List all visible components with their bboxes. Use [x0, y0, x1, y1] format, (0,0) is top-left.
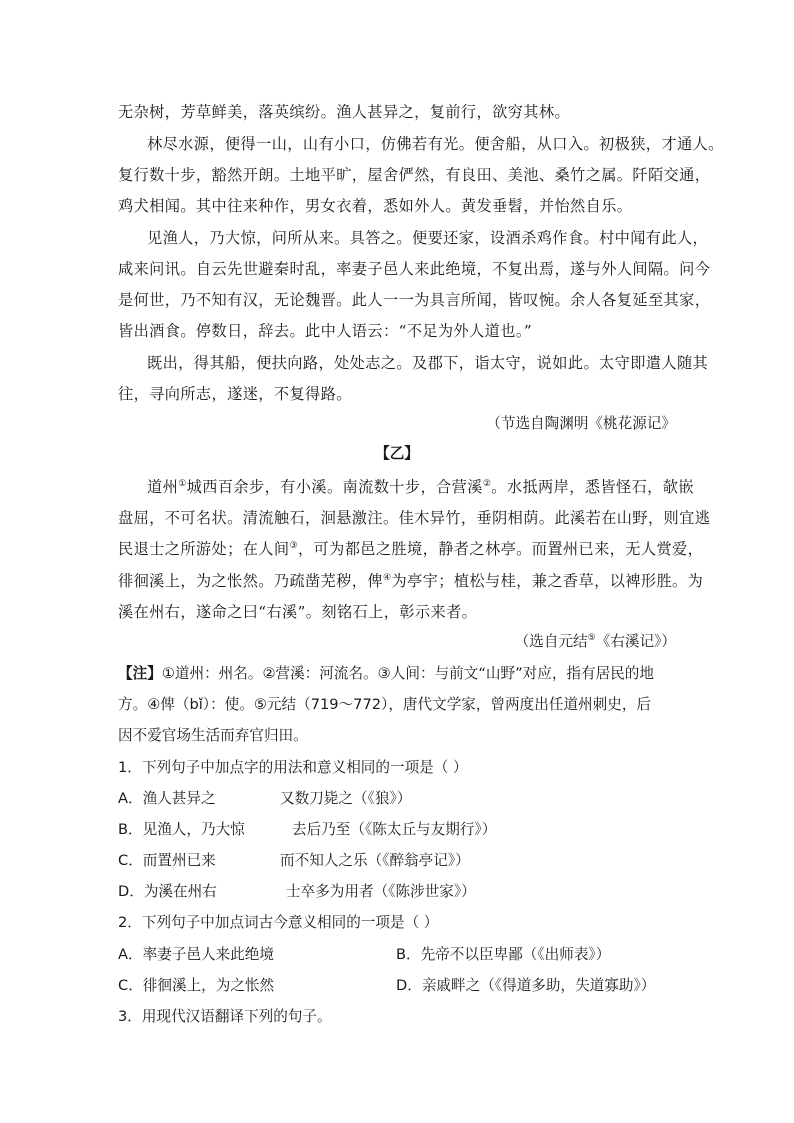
jia-line-5: 见渔人，乃大惊，问所从来。具答之。便要还家，设酒杀鸡作食。村中闻有此人，: [147, 229, 709, 247]
note-label: 【注】: [118, 665, 162, 682]
question-2-option-c: C．徘徊溪上，为之怅然: [118, 977, 275, 994]
jia-line-3: 复行数十步，豁然开朗。土地平旷，屋舍俨然，有良田、美池、桑竹之属。阡陌交通，: [118, 166, 711, 184]
yi-line-1: 道州①城西百余步，有小溪。南流数十步，合营溪②。水抵两岸，悉皆怪石，欹嵌: [147, 478, 694, 496]
question-2-stem: 2．下列句子中加点词古今意义相同的一项是（ ）: [118, 914, 439, 931]
jia-source: （节选自陶渊明《桃花源记》: [486, 415, 676, 432]
footnote-mark: ⑤: [587, 633, 596, 644]
note-line-1: 【注】①道州：州名。②营溪：河流名。③人间：与前文“山野”对应，指有居民的地: [118, 665, 654, 682]
question-1-stem: 1．下列句子中加点字的用法和意义相同的一项是（ ）: [118, 759, 468, 776]
jia-line-7: 是何世，乃不知有汉，无论魏晋。此人一一为具言所闻，皆叹惋。余人各复延至其家，: [118, 291, 711, 309]
note-line-2: 方。④俾（bǐ）：使。⑤元结（719～772），唐代文学家，曾两度出任道州刺史，后: [118, 696, 652, 713]
question-3-stem: 3．用现代汉语翻译下列的句子。: [118, 1008, 332, 1025]
note-line-3: 因不爱官场生活而弃官归田。: [118, 727, 308, 744]
question-1-option-a: A．渔人甚异之 又数刀毙之（《狼》）: [118, 790, 412, 807]
footnote-mark: ②: [482, 478, 492, 489]
question-2-option-a: A．率妻子邑人来此绝境: [118, 946, 274, 963]
jia-line-8: 皆出酒食。停数日，辞去。此中人语云：“不足为外人道也。”: [118, 322, 533, 340]
jia-line-9: 既出，得其船，便扶向路，处处志之。及郡下，诣太守，说如此。太守即遣人随其: [147, 354, 709, 372]
yi-heading: 【乙】: [375, 445, 419, 462]
footnote-mark: ④: [383, 572, 392, 583]
jia-line-4: 鸡犬相闻。其中往来种作，男女衣着，悉如外人。黄发垂髫，并怡然自乐。: [118, 197, 633, 215]
yi-line-2: 盘屈，不可名状。清流触石，洄悬激注。佳木异竹，垂阴相荫。此溪若在山野，则宜逃: [118, 509, 711, 527]
question-2-option-b: B．先帝不以臣卑鄙（《出师表》）: [396, 946, 611, 963]
question-1-option-d: D．为溪在州右 士卒多为用者（《陈涉世家》）: [118, 883, 476, 900]
yi-source: （选自元结⑤《右溪记》）: [514, 633, 676, 650]
question-1-option-b: B．见渔人，乃大惊 去后乃至（《陈太丘与友期行》）: [118, 821, 497, 838]
question-1-option-c: C．而置州已来 而不知人之乐（《醉翁亭记》）: [118, 852, 470, 869]
jia-line-6: 咸来问讯。自云先世避秦时乱，率妻子邑人来此绝境，不复出焉，遂与外人间隔。问今: [118, 260, 711, 278]
jia-line-1: 无杂树，芳草鲜美，落英缤纷。渔人甚异之，复前行，欲穷其林。: [118, 103, 571, 121]
footnote-mark: ③: [289, 540, 298, 551]
jia-line-10: 往，寻向所志，遂迷，不复得路。: [118, 385, 352, 403]
yi-line-5: 溪在州右，遂命之曰“右溪”。刻铭石上，彰示来者。: [118, 603, 478, 621]
yi-line-4: 徘徊溪上，为之怅然。乃疏凿芜秽，俾④为亭宇；植松与桂，兼之香草，以裨形胜。为: [118, 572, 704, 590]
jia-line-2: 林尽水源，便得一山，山有小口，仿佛若有光。便舍船，从口入。初极狭，才通人。: [147, 135, 724, 153]
yi-line-3: 民退士之所游处；在人间③，可为都邑之胜境，静者之林亭。而置州已来，无人赏爱，: [118, 540, 704, 558]
footnote-mark: ①: [178, 478, 187, 489]
question-2-option-d: D．亲戚畔之（《得道多助，失道寡助》）: [396, 977, 656, 994]
